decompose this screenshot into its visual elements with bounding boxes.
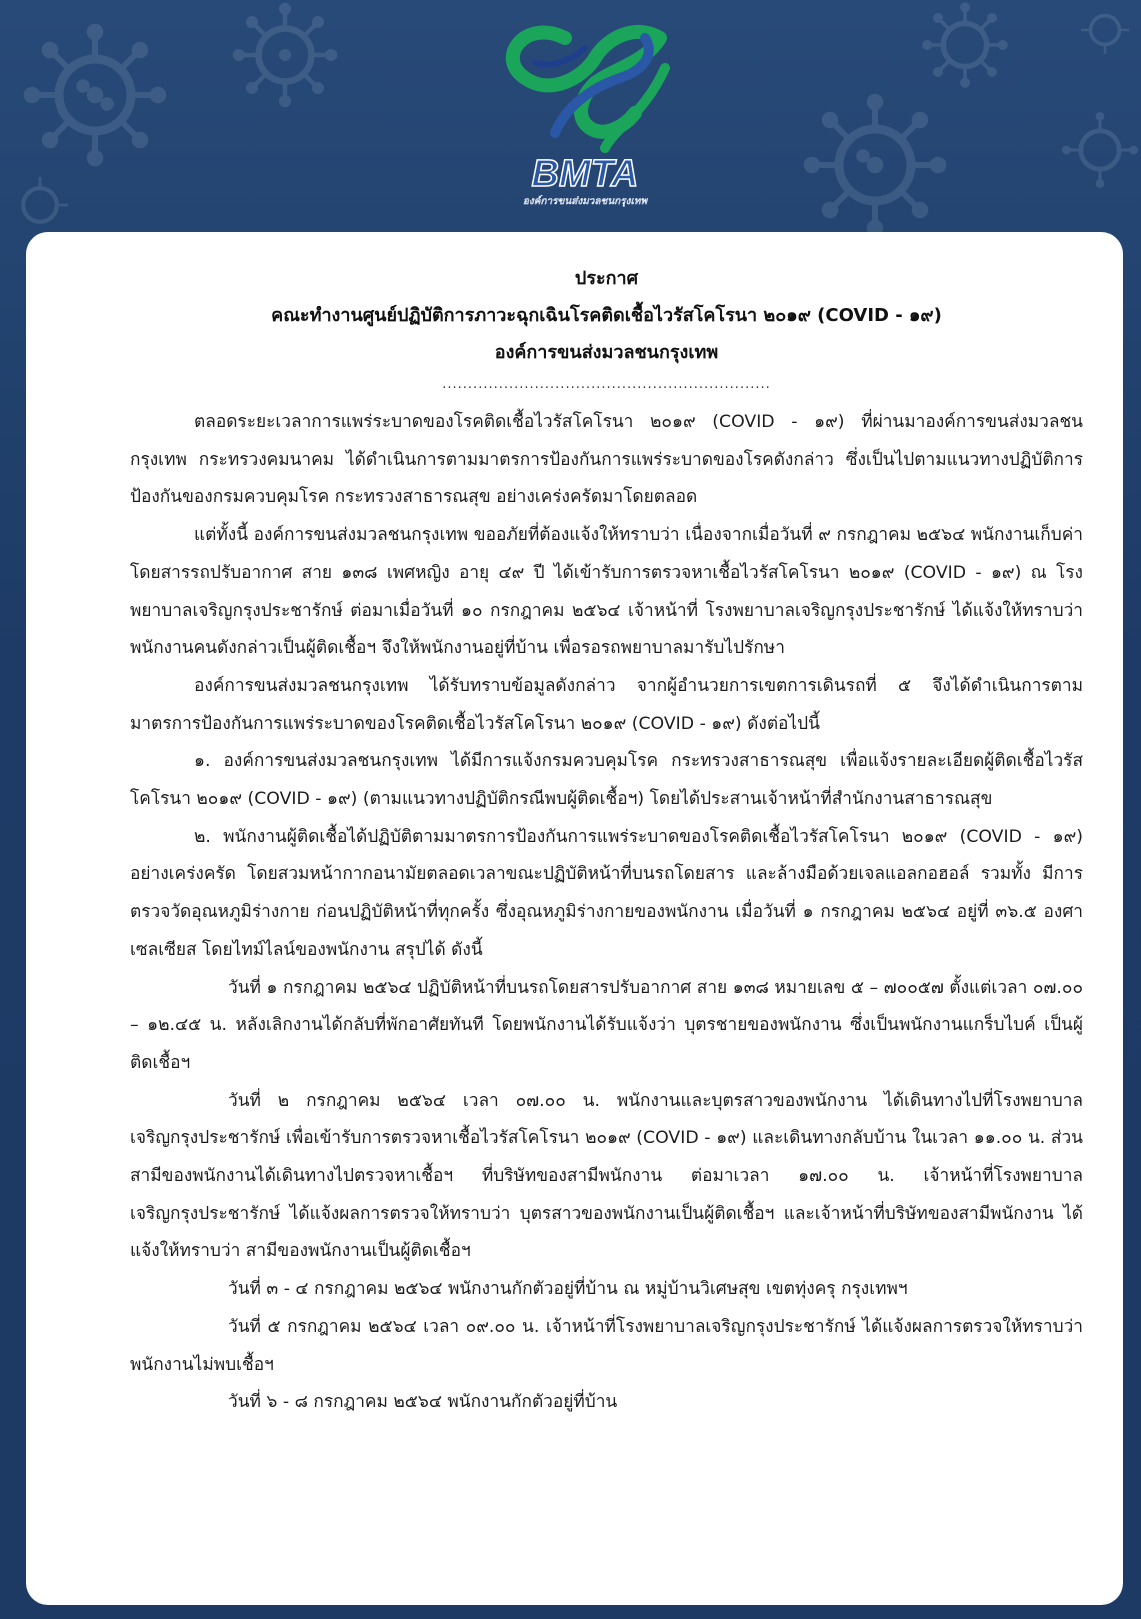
virus-icon bbox=[1070, 0, 1140, 60]
virus-icon bbox=[920, 0, 1010, 90]
virus-icon bbox=[800, 90, 950, 240]
announcement-body bbox=[130, 404, 1083, 1422]
timeline-entry: วันที่ ๑ กรกฎาคม ๒๕๖๔ ปฏิบัติหน้าที่บนรถโดยสารปรับอากาศ สาย ๑๓๘ หมายเลข ๕ – ๗๐๐๕๗ ตั้งแต่เวลา ๐๗.๐๐ – ๑๒.๔๕ น. หลังเลิกงานได้กลับที่พักอาศัยทันที โดยพนักงานได้รับแจ้งว่า บุตรชายของพนักงาน ซึ่งเป็นพนักงานแกร็บไบค์ เป็นผู้ติดเชื้อฯ bbox=[130, 977, 1083, 1073]
logo-text: BMTA bbox=[531, 153, 639, 195]
announcement-title: ประกาศ bbox=[574, 268, 639, 289]
announcement-heading bbox=[130, 260, 1083, 371]
bmta-logo bbox=[495, 8, 675, 208]
paragraph: แต่ทั้งนี้ องค์การขนส่งมวลชนกรุงเทพ ขออภัยที่ต้องแจ้งให้ทราบว่า เนื่องจากเมื่อวันที่ ๙ กรกฎาคม ๒๕๖๔ พนักงานเก็บค่าโดยสารรถปรับอากาศ สาย ๑๓๘ เพศหญิง อายุ ๔๙ ปี ได้เข้ารับการตรวจหาเชื้อไวรัสโคโรนา ๒๐๑๙ (COVID - ๑๙) ณ โรงพยาบาลเจริญกรุงประชารักษ์ ต่อมาเมื่อวันที่ ๑๐ กรกฎาคม ๒๕๖๔ เจ้าหน้าที่ โรงพยาบาลเจริญกรุงประชารักษ์ ได้แจ้งให้ทราบว่า พนักงานคนดังกล่าวเป็นผู้ติดเชื้อฯ จึงให้พนักงานอยู่ที่บ้าน เพื่อรอรถพยาบาลมารับไปรักษา bbox=[130, 525, 1083, 659]
paragraph: ตลอดระยะเวลาการแพร่ระบาดของโรคติดเชื้อไวรัสโคโรนา ๒๐๑๙ (COVID - ๑๙) ที่ผ่านมาองค์การขนส่งมวลชนกรุงเทพ กระทรวงคมนาคม ได้ดำเนินการตามมาตรการป้องกันการแพร่ระบาดของโรคดังกล่าว ซึ่งเป็นไปตามแนวทางปฏิบัติการป้องกันของกรมควบคุมโรค กระทรวงสาธารณสุข อย่างเคร่งครัดมาโดยตลอด bbox=[130, 412, 1083, 508]
virus-icon bbox=[1060, 110, 1140, 190]
organization-name: องค์การขนส่งมวลชนกรุงเทพ bbox=[494, 342, 719, 363]
virus-icon bbox=[230, 0, 340, 110]
timeline-entry: วันที่ ๖ - ๘ กรกฎาคม ๒๕๖๔ พนักงานกักตัวอยู่ที่บ้าน bbox=[228, 1392, 618, 1413]
logo-subtitle: องค์การขนส่งมวลชนกรุงเทพ bbox=[522, 196, 648, 207]
announcement-card bbox=[26, 232, 1123, 1605]
paragraph-item-1: ๑. องค์การขนส่งมวลชนกรุงเทพ ได้มีการแจ้งกรมควบคุมโรค กระทรวงสาธารณสุข เพื่อแจ้งรายละเอียดผู้ติดเชื้อไวรัสโคโรนา ๒๐๑๙ (COVID - ๑๙) (ตามแนวทางปฏิบัติกรณีพบผู้ติดเชื้อฯ) โดยได้ประสานเจ้าหน้าที่สำนักงานสาธารณสุข bbox=[130, 751, 1083, 810]
virus-icon bbox=[0, 170, 80, 240]
paragraph: องค์การขนส่งมวลชนกรุงเทพ ได้รับทราบข้อมูลดังกล่าว จากผู้อำนวยการเขตการเดินรถที่ ๕ จึงได้ดำเนินการตามมาตรการป้องกันการแพร่ระบาดของโรคติดเชื้อไวรัสโคโรนา ๒๐๑๙ (COVID - ๑๙) ดังต่อไปนี้ bbox=[130, 675, 1083, 734]
timeline-entry: วันที่ ๓ - ๔ กรกฎาคม ๒๕๖๔ พนักงานกักตัวอยู่ที่บ้าน ณ หมู่บ้านวิเศษสุข เขตทุ่งครุ กรุงเทพฯ bbox=[228, 1279, 908, 1300]
virus-icon bbox=[20, 20, 170, 170]
timeline-entry: วันที่ ๒ กรกฎาคม ๒๕๖๔ เวลา ๐๗.๐๐ น. พนักงานและบุตรสาวของพนักงาน ได้เดินทางไปที่โรงพยาบาลเจริญกรุงประชารักษ์ เพื่อเข้ารับการตรวจหาเชื้อไวรัสโคโรนา ๒๐๑๙ (COVID - ๑๙) และเดินทางกลับบ้าน ในเวลา ๑๑.๐๐ น. ส่วนสามีของพนักงานได้เดินทางไปตรวจหาเชื้อฯ ที่บริษัทของสามีพนักงาน ต่อมาเวลา ๑๗.๐๐ น. เจ้าหน้าที่โรงพยาบาลเจริญกรุงประชารักษ์ ได้แจ้งผลการตรวจให้ทราบว่า บุตรสาวของพนักงานเป็นผู้ติดเชื้อฯ และเจ้าหน้าที่บริษัทของสามีพนักงาน ได้แจ้งให้ทราบว่า สามีของพนักงานเป็นผู้ติดเชื้อฯ bbox=[130, 1090, 1083, 1262]
separator-dots: ................................................................ bbox=[442, 377, 771, 392]
timeline-entry: วันที่ ๕ กรกฎาคม ๒๕๖๔ เวลา ๐๙.๐๐ น. เจ้าหน้าที่โรงพยาบาลเจริญกรุงประชารักษ์ ได้แจ้งผลการตรวจให้ทราบว่า พนักงานไม่พบเชื้อฯ bbox=[130, 1316, 1083, 1375]
committee-name: คณะทำงานศูนย์ปฏิบัติการภาวะฉุกเฉินโรคติดเชื้อไวรัสโคโรนา ๒๐๑๙ (COVID - ๑๙) bbox=[271, 305, 942, 326]
paragraph-item-2: ๒. พนักงานผู้ติดเชื้อได้ปฏิบัติตามมาตรการป้องกันการแพร่ระบาดของโรคติดเชื้อไวรัสโคโรนา ๒๐๑๙ (COVID - ๑๙) อย่างเคร่งครัด โดยสวมหน้ากากอนามัยตลอดเวลาขณะปฏิบัติหน้าที่บนรถโดยสาร และล้างมือด้วยเจลแอลกอฮอล์ รวมทั้ง มีการตรวจวัดอุณหภูมิร่างกาย ก่อนปฏิบัติหน้าที่ทุกครั้ง ซึ่งอุณหภูมิร่างกายของพนักงาน เมื่อวันที่ ๑ กรกฎาคม ๒๕๖๔ อยู่ที่ ๓๖.๕ องศาเซลเซียส โดยไทม์ไลน์ของพนักงาน สรุปได้ ดังนี้ bbox=[130, 826, 1083, 960]
